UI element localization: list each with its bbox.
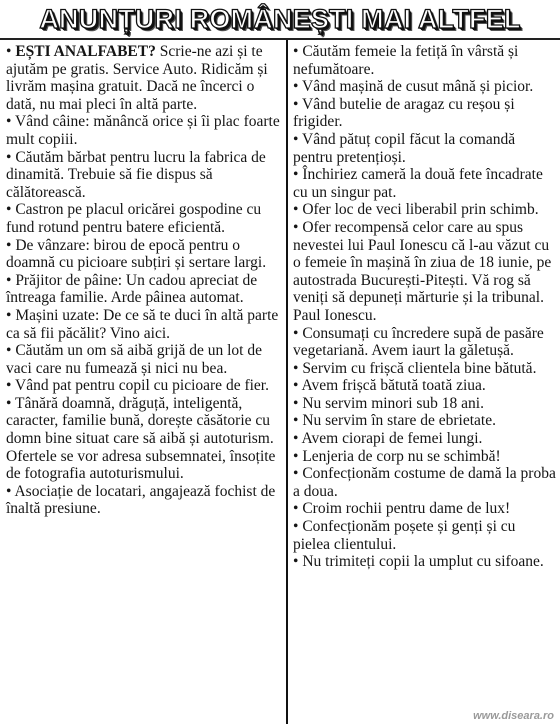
ad-text: Scrie-ne azi și te ajutăm pe gratis. Service Auto. Ridicăm și livrăm mașina gratuit. Dacă ne încerci o dată, nu mai pleci în altă parte. <box>6 43 268 113</box>
bullet-marker: • <box>6 306 12 324</box>
ad-text: Confecționăm poșete și genți și cu pielea clientului. <box>293 518 516 553</box>
bullet-marker: • <box>293 43 299 60</box>
bullet-marker: • <box>6 342 12 360</box>
ad-text: Avem frișcă bătută toată ziua. <box>301 377 486 395</box>
bullet-marker: • <box>293 324 299 342</box>
bullet-marker: • <box>6 43 12 60</box>
right-ads-column <box>288 40 560 724</box>
ad-text: Vând câine: mănâncă orice și îi plac foarte mult copiii. <box>6 113 280 148</box>
ad-item <box>293 131 556 166</box>
ad-text: Vând pat pentru copil cu picioare de fier. <box>15 377 269 395</box>
ad-text: Căutăm un om să aibă grijă de un lot de vaci care nu fumează și nici nu beа. <box>6 342 262 377</box>
ad-item <box>6 307 282 342</box>
page-title: ANUNȚURI ROMÂNEȘTI MAI ALTFEL <box>39 3 521 34</box>
ad-item <box>293 518 556 553</box>
bullet-marker: • <box>6 113 12 131</box>
bullet-marker: • <box>293 394 299 412</box>
bullet-marker: • <box>6 394 12 412</box>
ad-item <box>6 395 282 483</box>
left-ads-column <box>0 40 288 724</box>
ad-item <box>293 395 556 413</box>
ad-item <box>293 219 556 325</box>
ad-item <box>6 237 282 272</box>
ad-text: Ofer recompensă celor care au spus nevestei lui Paul Ionescu că l-au văzut cu o femeie în mașină în ziua de 18 iunie, pe autostrada București-Pitești. Vă rog să veniți să depuneți mărturie și la tribunal. Paul Ionescu. <box>293 218 552 324</box>
page-header <box>0 0 560 40</box>
ad-item <box>293 325 556 360</box>
ad-text: Confecționăm costume de damă la proba a doua. <box>293 465 556 500</box>
bullet-marker: • <box>293 218 299 236</box>
ad-headline: EȘTI ANALFABET? <box>15 43 156 60</box>
ad-item <box>293 360 556 378</box>
ad-text: Nu servim minori sub 18 ani. <box>302 394 484 412</box>
ad-item <box>6 377 282 395</box>
ad-item <box>6 43 282 113</box>
ad-item <box>293 377 556 395</box>
ad-item <box>293 96 556 131</box>
bullet-marker: • <box>6 271 12 289</box>
ad-text: Căutăm femeie la fetiță în vârstă și nefumătoare. <box>293 43 519 78</box>
bullet-marker: • <box>293 518 299 536</box>
bullet-marker: • <box>6 236 12 254</box>
bullet-marker: • <box>293 465 299 483</box>
ad-item <box>293 43 556 78</box>
ad-text: Vând pătuț copil făcut la comandă pentru pretențioși. <box>293 130 516 166</box>
ad-item <box>293 553 556 571</box>
bullet-marker: • <box>293 359 299 377</box>
ad-text: Castron pe placul oricărei gospodine cu fund rotund pentru batere eficientă. <box>6 201 262 236</box>
ad-item <box>293 500 556 518</box>
ad-item <box>6 342 282 377</box>
ad-text: Tânără doamnă, drăguță, inteligentă, caracter, familie bună, dorește căsătorie cu domn bine situat care să aibă și autoturism. Ofertele se vor adresa subsemnatei, însoțite de fotografia autoturismului. <box>6 394 276 483</box>
ad-text: Ofer loc de veci liberabil prin schimb. <box>302 201 539 219</box>
bullet-marker: • <box>6 201 12 219</box>
bullet-marker: • <box>293 95 299 113</box>
ad-text: Lenjeria de corp nu se schimbă! <box>302 447 501 465</box>
ad-item <box>293 465 556 500</box>
ad-text: Asociație de locatari, angajează fochist de înaltă presiune. <box>6 482 276 518</box>
ad-text: Prăjitor de pâine: Un cadou apreciat de întreaga familie. Arde pâinea automat. <box>6 271 258 307</box>
ad-text: Servim cu frișcă clientela bine bătută. <box>302 359 537 377</box>
ad-text: Închiriez cameră la două fete încadrate cu un singur pat. <box>293 166 543 201</box>
bullet-marker: • <box>293 201 299 219</box>
ad-text: Nu trimiteți copii la umplut cu sifoane. <box>302 553 544 571</box>
bullet-marker: • <box>293 377 299 395</box>
ad-item <box>293 201 556 219</box>
bullet-marker: • <box>293 78 299 96</box>
ad-item <box>6 201 282 236</box>
bullet-marker: • <box>293 500 299 518</box>
bullet-marker: • <box>293 553 299 571</box>
bullet-marker: • <box>293 447 299 465</box>
site-watermark: www.diseara.ro <box>473 710 554 722</box>
ad-item <box>6 272 282 307</box>
ad-text: Vând butelie de aragaz cu reșou și frigider. <box>293 95 515 131</box>
ad-text: Avem ciorapi de femei lungi. <box>301 430 483 448</box>
bullet-marker: • <box>6 482 12 500</box>
ad-text: Vând mașină de cusut mână și picior. <box>302 78 534 96</box>
ad-item <box>6 149 282 202</box>
ad-item <box>293 78 556 96</box>
ad-item <box>6 483 282 518</box>
ad-text: Căutăm bărbat pentru lucru la fabrica de dinamită. Trebuie să fie dispus să călătorească. <box>6 148 266 201</box>
ad-text: Consumați cu încredere supă de pasăre vegetariană. Avem iaurt la găletușă. <box>293 324 544 360</box>
bullet-marker: • <box>6 377 12 395</box>
ad-text: De vânzare: birou de epocă pentru o doamnă cu picioare subțiri și sertare largi. <box>6 236 267 272</box>
bullet-marker: • <box>293 166 299 184</box>
bullet-marker: • <box>293 430 299 448</box>
bullet-marker: • <box>293 130 299 148</box>
bullet-marker: • <box>6 148 12 166</box>
ad-item <box>293 430 556 448</box>
ad-text: Mașini uzate: De ce să te duci în altă parte ca să fii păcălit? Vino aici. <box>6 306 279 342</box>
ads-columns <box>0 40 560 724</box>
ad-item <box>6 113 282 148</box>
ad-item <box>293 448 556 466</box>
ad-item <box>293 166 556 201</box>
ad-item <box>293 412 556 430</box>
ad-text: Croim rochii pentru dame de lux! <box>302 500 511 518</box>
bullet-marker: • <box>293 412 299 430</box>
ad-text: Nu servim în stare de ebrietate. <box>302 412 496 430</box>
